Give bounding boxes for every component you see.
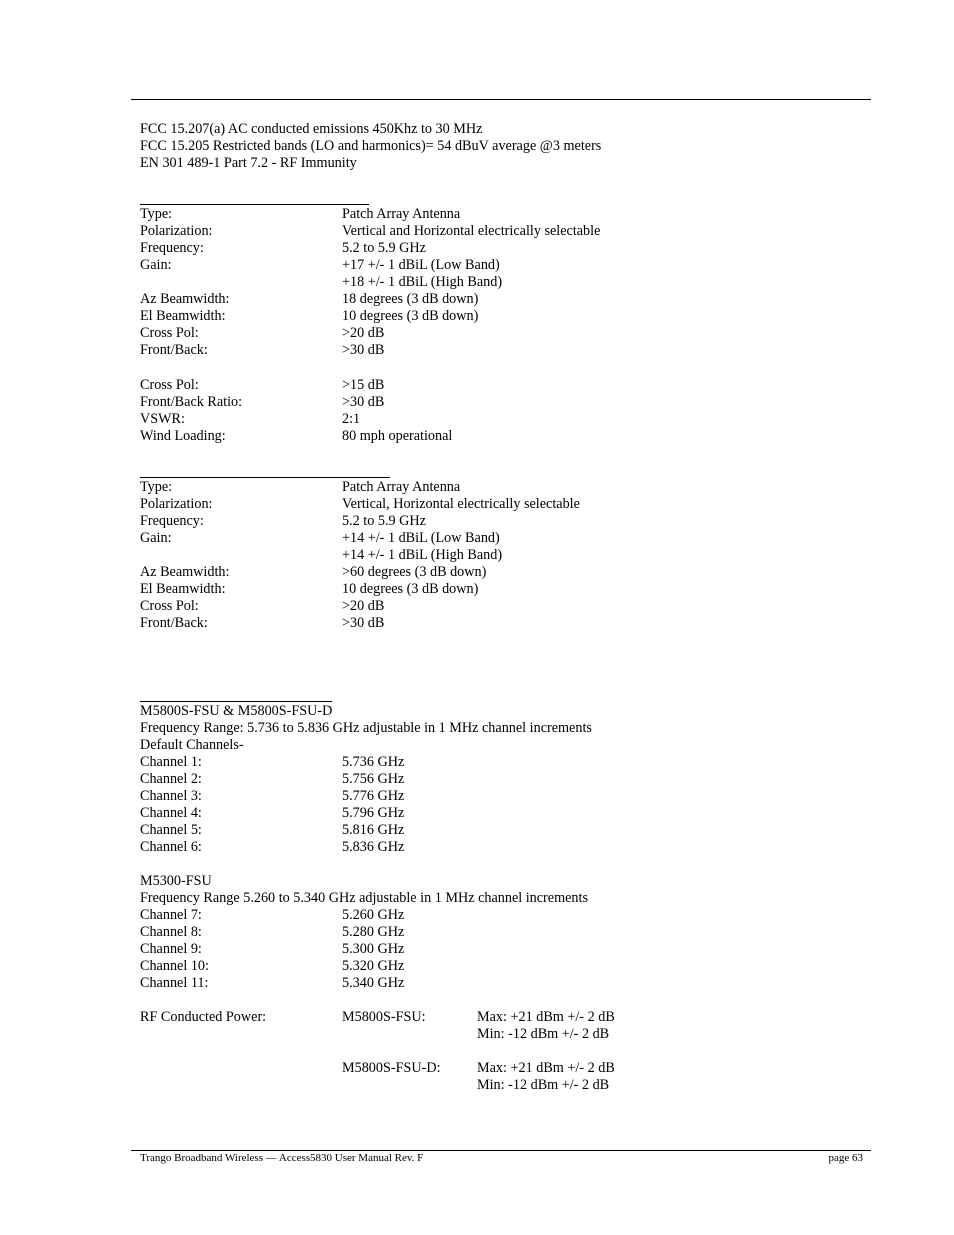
antenna2-label: Frequency:	[140, 513, 204, 529]
channel-frequency: 5.260 GHz	[342, 907, 405, 923]
antenna1-label: Gain:	[140, 257, 172, 273]
antenna1-label: Az Beamwidth:	[140, 291, 230, 307]
antenna2-label: Gain:	[140, 530, 172, 546]
range-5800: Frequency Range: 5.736 to 5.836 GHz adjustable in 1 MHz channel increments	[140, 720, 592, 736]
antenna1-value: Vertical and Horizontal electrically selectable	[342, 223, 601, 239]
antenna1-value: >15 dB	[342, 377, 385, 393]
default-channels-heading: Default Channels-	[140, 737, 244, 753]
channel-label: Channel 9:	[140, 941, 202, 957]
channel-frequency: 5.776 GHz	[342, 788, 405, 804]
antenna1-label: Front/Back:	[140, 342, 208, 358]
antenna2-value: Vertical, Horizontal electrically selectable	[342, 496, 580, 512]
antenna2-value: Patch Array Antenna	[342, 479, 461, 495]
page-number: page 63	[828, 1152, 863, 1164]
power-min: Min: -12 dBm +/- 2 dB	[477, 1026, 610, 1042]
channel-frequency: 5.300 GHz	[342, 941, 405, 957]
antenna1-label: Cross Pol:	[140, 325, 199, 341]
antenna1-label: Polarization:	[140, 223, 213, 239]
channel-label: Channel 7:	[140, 907, 202, 923]
channel-label: Channel 2:	[140, 771, 202, 787]
emissions-line-1: FCC 15.207(a) AC conducted emissions 450Khz to 30 MHz	[140, 121, 483, 137]
antenna2-label: Front/Back:	[140, 615, 208, 631]
antenna2-heading-rule	[140, 477, 390, 478]
antenna2-value: 5.2 to 5.9 GHz	[342, 513, 426, 529]
antenna1-label: Cross Pol:	[140, 377, 199, 393]
channel-frequency: 5.796 GHz	[342, 805, 405, 821]
model-5800-heading: M5800S-FSU & M5800S-FSU-D	[140, 703, 333, 719]
antenna2-value: +14 +/- 1 dBiL (High Band)	[342, 547, 503, 563]
model-5300-heading: M5300-FSU	[140, 873, 212, 889]
antenna2-value: >60 degrees (3 dB down)	[342, 564, 487, 580]
power-model: M5800S-FSU-D:	[342, 1060, 441, 1076]
antenna1-value: +18 +/- 1 dBiL (High Band)	[342, 274, 503, 290]
antenna2-value: +14 +/- 1 dBiL (Low Band)	[342, 530, 500, 546]
antenna1-value: 2:1	[342, 411, 361, 427]
antenna2-label: Polarization:	[140, 496, 213, 512]
channel-label: Channel 6:	[140, 839, 202, 855]
antenna1-label: Type:	[140, 206, 173, 222]
channel-label: Channel 8:	[140, 924, 202, 940]
channel-frequency: 5.736 GHz	[342, 754, 405, 770]
antenna1-value: 18 degrees (3 dB down)	[342, 291, 479, 307]
antenna1-label: Front/Back Ratio:	[140, 394, 243, 410]
radio-heading-rule	[140, 701, 332, 702]
antenna2-label: Cross Pol:	[140, 598, 199, 614]
channel-frequency: 5.280 GHz	[342, 924, 405, 940]
emissions-line-3: EN 301 489-1 Part 7.2 - RF Immunity	[140, 155, 357, 171]
antenna1-value: Patch Array Antenna	[342, 206, 461, 222]
antenna1-label: Frequency:	[140, 240, 204, 256]
antenna1-label: VSWR:	[140, 411, 185, 427]
channel-label: Channel 11:	[140, 975, 209, 991]
antenna1-value: >30 dB	[342, 394, 385, 410]
antenna1-value: >30 dB	[342, 342, 385, 358]
power-max: Max: +21 dBm +/- 2 dB	[477, 1009, 615, 1025]
antenna1-value: 5.2 to 5.9 GHz	[342, 240, 426, 256]
channel-frequency: 5.816 GHz	[342, 822, 405, 838]
channel-label: Channel 4:	[140, 805, 202, 821]
antenna1-label: Wind Loading:	[140, 428, 226, 444]
antenna1-value: 80 mph operational	[342, 428, 453, 444]
channel-frequency: 5.340 GHz	[342, 975, 405, 991]
channel-label: Channel 5:	[140, 822, 202, 838]
channel-label: Channel 1:	[140, 754, 202, 770]
channel-frequency: 5.836 GHz	[342, 839, 405, 855]
antenna1-value: >20 dB	[342, 325, 385, 341]
antenna2-value: >20 dB	[342, 598, 385, 614]
power-max: Max: +21 dBm +/- 2 dB	[477, 1060, 615, 1076]
range-5300: Frequency Range 5.260 to 5.340 GHz adjustable in 1 MHz channel increments	[140, 890, 588, 906]
antenna1-value: 10 degrees (3 dB down)	[342, 308, 479, 324]
channel-label: Channel 3:	[140, 788, 202, 804]
antenna2-label: Az Beamwidth:	[140, 564, 230, 580]
footer-title: Trango Broadband Wireless — Access5830 User Manual Rev. F	[140, 1152, 424, 1164]
antenna2-value: 10 degrees (3 dB down)	[342, 581, 479, 597]
antenna2-value: >30 dB	[342, 615, 385, 631]
antenna1-label: El Beamwidth:	[140, 308, 226, 324]
antenna2-label: Type:	[140, 479, 173, 495]
channel-label: Channel 10:	[140, 958, 209, 974]
antenna1-value: +17 +/- 1 dBiL (Low Band)	[342, 257, 500, 273]
antenna1-heading-rule	[140, 204, 369, 205]
power-model: M5800S-FSU:	[342, 1009, 426, 1025]
emissions-line-2: FCC 15.205 Restricted bands (LO and harmonics)= 54 dBuV average @3 meters	[140, 138, 602, 154]
rf-power-label: RF Conducted Power:	[140, 1009, 267, 1025]
channel-frequency: 5.320 GHz	[342, 958, 405, 974]
power-min: Min: -12 dBm +/- 2 dB	[477, 1077, 610, 1093]
antenna2-label: El Beamwidth:	[140, 581, 226, 597]
channel-frequency: 5.756 GHz	[342, 771, 405, 787]
header-rule	[131, 99, 871, 100]
